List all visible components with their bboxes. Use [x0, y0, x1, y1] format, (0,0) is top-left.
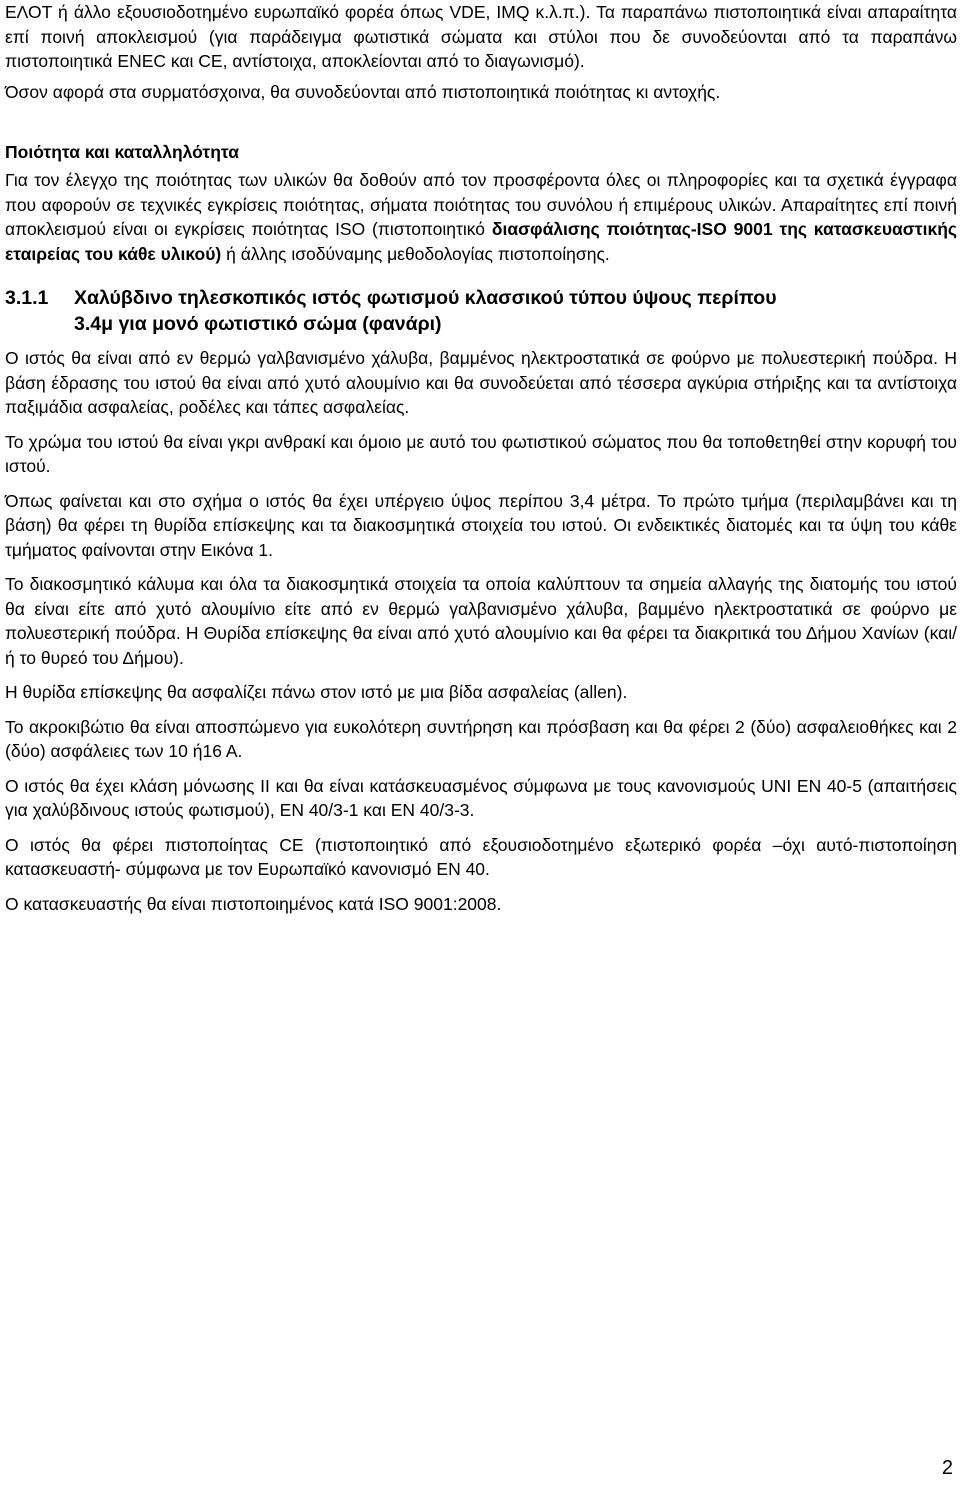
body-paragraph-2: Το χρώμα του ιστού θα είναι γκρι ανθρακί και όμοιο με αυτό του φωτιστικού σώματος που θα τοποθετηθεί στην κορυφή του ιστού.: [5, 431, 957, 476]
ropes-paragraph: Όσον αφορά στα συρματόσχοινα, θα συνοδεύονται από πιστοποιητικά ποιότητας κι αντοχής.: [5, 81, 721, 102]
document-page: [5, 0, 957, 926]
section-title-line2: 3.4μ για μονό φωτιστικό σώμα (φανάρι): [74, 313, 442, 335]
quality-text-part3: ή άλλης ισοδύναμης μεθοδολογίας πιστοποίησης.: [221, 243, 610, 264]
quality-text-bold: διασφάλισης ποιότητας-ISO 9001 της κατασκευαστικής εταιρείας του κάθε υλικού): [5, 219, 957, 264]
body-paragraph-4: Το διακοσμητικό κάλυμα και όλα τα διακοσμητικά στοιχεία τα οποία καλύπτουν τα σημεία αλλαγής της διατομής του ιστού θα είναι είτε από χυτό αλουμίνιο είτε από εν θερμώ γαλβανισμένο χάλυβα, βαμμένο ηλεκτροστατικά σε φούρνο με πολυεστερική πούδρα. Η Θυρίδα επίσκεψης θα είναι από χυτό αλουμίνιο και θα φέρει τα διακριτικά του Δήμου Χανίων (και/ή το θυρεό του Δήμου).: [5, 574, 957, 668]
quality-text-part1: Για τον έλεγχο της ποιότητας των υλικών θα δοθούν από τον προσφέροντα όλες οι πληροφορίες και τα σχετικά έγγραφα που αφορούν σε τεχνικές εγκρίσεις ποιότητας, σήματα ποιότητας του συνόλου ή επιμέρους υλικών.: [5, 170, 957, 215]
body-paragraph-1: Ο ιστός θα είναι από εν θερμώ γαλβανισμένο χάλυβα, βαμμένος ηλεκτροστατικά σε φούρνο με πολυεστερική πούδρα. Η βάση έδρασης του ιστού θα είναι από χυτό αλουμίνιο και θα συνοδεύεται από τέσσερα αγκύρια στήριξης και τα αντίστοιχα παξιμάδια ασφαλείας, ροδέλες και τάπες ασφαλείας.: [5, 348, 957, 417]
body-paragraph-8: Ο ιστός θα φέρει πιστοποίητας CE (πιστοποιητικό από εξουσιοδοτημένο εξωτερικό φορέα –όχι αυτό-πιστοποίηση κατασκευαστή- σύμφωνα με τον Ευρωπαϊκό κανονισμό EN 40.: [5, 834, 957, 879]
quality-paragraph: [5, 168, 957, 266]
certificates-paragraph: ΕΛΟΤ ή άλλο εξουσιοδοτημένο ευρωπαϊκό φορέα όπως VDE, IMQ κ.λ.π.). Τα παραπάνω πιστοποιητικά είναι απαραίτητα επί ποινή αποκλεισμού (για παράδειγμα φωτιστικά σώματα και στύλοι που δε συνοδεύονται από τα παραπάνω πιστοποιητικά ENEC και CE, αντίστοιχα, αποκλείονται από το διαγωνισμό).: [5, 2, 957, 71]
body-paragraph-6: Το ακροκιβώτιο θα είναι αποσπώμενο για ευκολότερη συντήρηση και πρόσβαση και θα φέρει 2 (δύο) ασφαλειοθήκες και 2 (δύο) ασφάλειες των 10 ή16 Α.: [5, 716, 957, 761]
page-number: 2: [941, 1457, 953, 1479]
section-title-line1: Χαλύβδινο τηλεσκοπικός ιστός φωτισμού κλασσικού τύπου ύψους περίπου: [74, 287, 777, 309]
section-heading: [5, 285, 957, 311]
body-paragraph-5: Η θυρίδα επίσκεψης θα ασφαλίζει πάνω στον ιστό με μια βίδα ασφαλείας (allen).: [5, 682, 628, 702]
body-paragraph-7: Ο ιστός θα έχει κλάση μόνωσης ΙΙ και θα είναι κατάσκευασμένος σύμφωνα με τους κανονισμούς UNI EN 40-5 (απαιτήσεις για χαλύβδινους ιστούς φωτισμού), EN 40/3-1 και EN 40/3-3.: [5, 775, 957, 820]
body-paragraph-9: Ο κατασκευαστής θα είναι πιστοποιημένος κατά ISO 9001:2008.: [5, 893, 502, 914]
section-number: 3.1.1: [5, 287, 49, 309]
body-paragraph-3: Όπως φαίνεται και στο σχήμα ο ιστός θα έχει υπέργειο ύψος περίπου 3,4 μέτρα. Το πρώτο τμήμα (περιλαμβάνει και τη βάση) θα φέρει τη θυρίδα επίσκεψης και τα διακοσμητικά στοιχεία του ιστού. Οι ενδεικτικές διατομές και τα ύψη του κάθε τμήματος φαίνονται στην Εικόνα 1.: [5, 490, 957, 560]
quality-text-part2: Απαραίτητες επί ποινή αποκλεισμού είναι οι εγκρίσεις ποιότητας ISO (πιστοποιητικό: [5, 194, 957, 239]
quality-heading: Ποιότητα και καταλληλότητα: [5, 142, 239, 162]
section-body: [5, 346, 957, 916]
